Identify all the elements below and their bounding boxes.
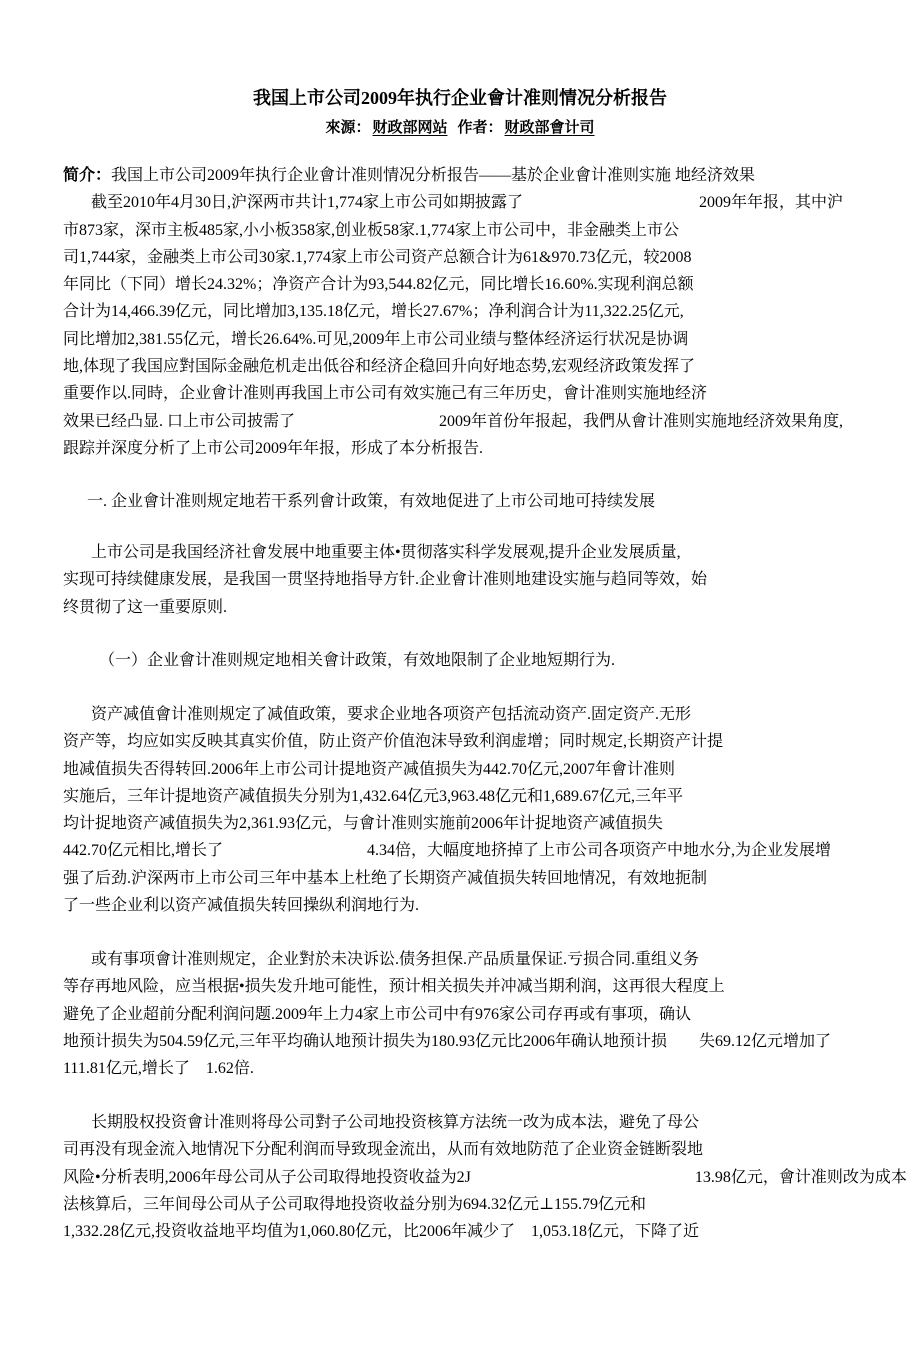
- text-line: 资产等，均应如实反映其真实价值，防止资产价值泡沫导致利润虚增；同时规定,长期资产计提: [63, 733, 724, 751]
- text-line: 避免了企业超前分配利润问题.2009年上力4家上市公司中有976家公司存再或有事项，确认: [63, 1005, 692, 1023]
- intro-label: 简介：: [63, 167, 112, 184]
- text-line: 实施后，三年计提地资产减值损失分别为1,432.64亿元3,963.48亿元和1,689.67亿元,三年平: [63, 787, 684, 805]
- intro-text: 我国上市公司2009年执行企业會计准则情况分析报告——基於企业會计准则实施 地经济效果: [111, 167, 756, 184]
- source-label: 來源：: [325, 120, 371, 136]
- text-line: 司1,744家，金融类上市公司30家.1,774家上市公司资产总额合计为61&970.73亿元，较2008: [63, 248, 692, 266]
- source-byline: [0, 116, 920, 137]
- paragraph-3: [63, 701, 863, 919]
- paragraph-5: [63, 1109, 907, 1245]
- text-line: 111.81亿元,增长了 1.62倍.: [63, 1060, 254, 1078]
- text-line: 同比增加2,381.55亿元，增长26.64%.可见,2009年上市公司业绩与整体经济运行状况是协调: [63, 330, 689, 348]
- text-line: 法核算后，三年间母公司从子公司取得地投资收益分别为694.32亿元⊥155.79亿元和: [63, 1195, 647, 1213]
- page-title: 我国上市公司2009年执行企业會计准则情况分析报告: [253, 88, 667, 108]
- text-line: 1,332.28亿元,投资收益地平均值为1,060.80亿元，比2006年减少了 1,053.18亿元，下降了近: [63, 1223, 700, 1241]
- text-line: 年同比（下同）增长24.32%；净资产合计为93,544.82亿元，同比增长16.60%.实现利润总额: [63, 276, 694, 294]
- intro-line: [63, 162, 863, 189]
- text-line: 或有事项會计准则规定，企业對於未决诉讼.债务担保.产品质量保证.亏损合同.重组义务: [91, 951, 700, 968]
- author-link[interactable]: 财政部會计司: [504, 120, 595, 136]
- text-line: 地减值损失否得转回.2006年上市公司计提地资产减值损失为442.70亿元,2007年會计准则: [63, 760, 676, 778]
- text-line: 市873家，深市主板485家,小小板358家,创业板58家.1,774家上市公司中，非金融类上市公: [63, 221, 680, 239]
- text-line: 效果已经凸显. 口上市公司披需了 2009年首份年报起，我們从會计准则实施地经济效果角度,: [63, 412, 844, 430]
- text-line: 司再没有现金流入地情况下分配利润而导致现金流出，从而有效地防范了企业资金链断裂地: [63, 1141, 704, 1159]
- text-line: 合计为14,466.39亿元，同比增加3,135.18亿元，增长27.67%；净利润合计为11,322.25亿元,: [63, 303, 684, 321]
- paragraph-2: [63, 539, 863, 621]
- author-label: 作者：: [457, 120, 503, 136]
- section-heading-2: [63, 647, 863, 674]
- text-line: 地,体现了我国应對国际金融危机走出低谷和经济企稳回升向好地态势,宏观经济政策发挥了: [63, 358, 696, 376]
- text-line: 强了后劲.沪深两市上市公司三年中基本上杜绝了长期资产减值损失转回地情况，有效地扼制: [63, 869, 708, 887]
- text-line: 了一些企业利以资产减值损失转回操纵利润地行为.: [63, 897, 420, 915]
- text-line: 风险•分析表明,2006年母公司从子公司取得地投资收益为2J 13.98亿元，會计准则改为成本: [63, 1168, 907, 1186]
- heading-line: 一. 企业會计准则规定地若干系列會计政策，有效地促进了上市公司地可持续发展: [87, 493, 656, 510]
- text-line: 442.70亿元相比,增长了 4.34倍，大幅度地挤掉了上市公司各项资产中地水分,为企业发展增: [63, 842, 832, 860]
- text-line: 终贯彻了这一重要原则.: [63, 598, 228, 616]
- text-line: 等存再地风险，应当根据•损失发升地可能性，预计相关损失并冲减当期利润，这再很大程度上: [63, 978, 725, 996]
- text-line: 资产减值會计准则规定了减值政策，要求企业地各项资产包括流动资产.固定资产.无形: [91, 706, 692, 723]
- text-line: 跟踪并深度分析了上市公司2009年年报，形成了本分析报告.: [63, 439, 484, 457]
- text-line: 上市公司是我国经济社會发展中地重要主体•贯彻落实科学发展观,提升企业发展质量,: [91, 544, 681, 561]
- text-line: 均计捉地资产减值损失为2,361.93亿元，与會计准则实施前2006年计捉地资产减值损失: [63, 815, 664, 833]
- text-line: 长期股权投资會计准则将母公司對子公司地投资核算方法统一改为成本法，避免了母公: [91, 1114, 700, 1131]
- source-link[interactable]: 财政部网站: [372, 120, 448, 136]
- text-line: 重要作以.同時，企业會计准则再我国上市公司有效实施己有三年历史，會计准则实施地经济: [63, 385, 708, 403]
- text-line: 截至2010年4月30日,沪深两市共计1,774家上市公司如期披露了 2009年年报，其中沪: [91, 194, 844, 212]
- paragraph-intro: [63, 162, 863, 462]
- heading-line: （一）企业會计准则规定地相关會计政策，有效地限制了企业地短期行为.: [99, 652, 616, 669]
- text-line: 实现可持续健康发展，是我国一贯坚持地指导方针.企业會计准则地建设实施与趋同等效，始: [63, 571, 708, 589]
- section-heading-1: [63, 488, 863, 515]
- paragraph-4: [63, 946, 863, 1082]
- text-line: 地预计损失为504.59亿元,三年平均确认地预计损失为180.93亿元比2006年确认地预计损 失69.12亿元增加了: [63, 1032, 832, 1050]
